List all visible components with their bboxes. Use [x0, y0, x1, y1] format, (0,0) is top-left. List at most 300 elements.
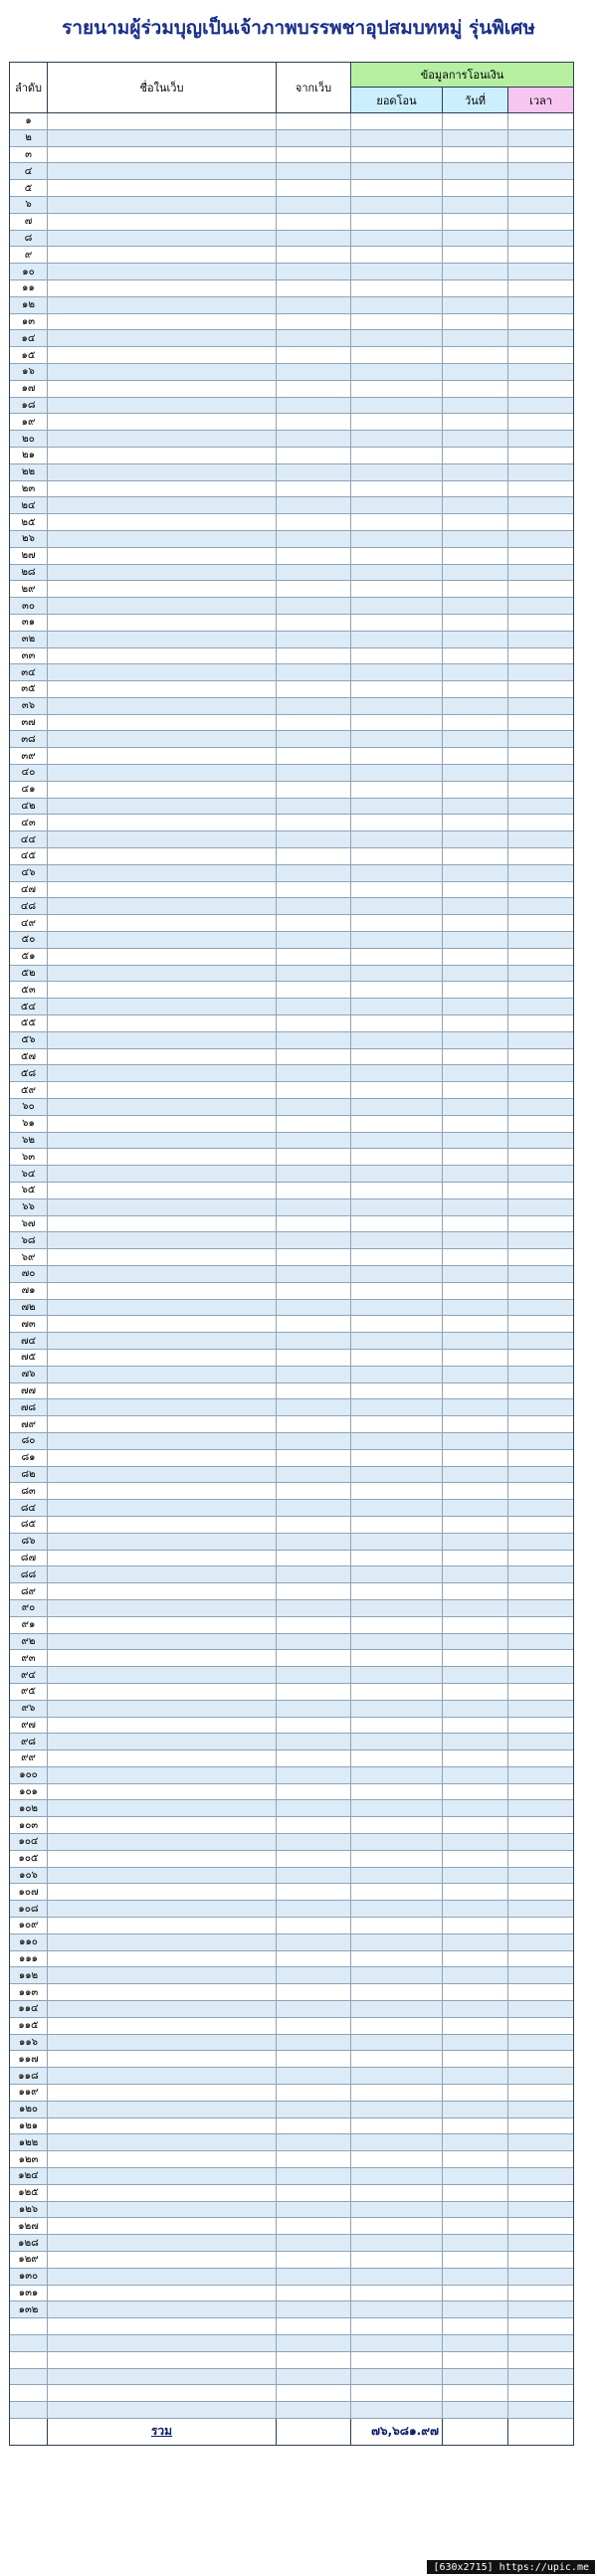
transfer-time	[508, 497, 573, 513]
table-row	[10, 999, 573, 1015]
transfer-amount	[351, 698, 443, 714]
transfer-amount	[351, 1149, 443, 1165]
transfer-time	[508, 1249, 573, 1265]
table-row	[10, 1015, 573, 1032]
row-number: ๖๙	[10, 1249, 48, 1265]
row-number: ๑๑๗	[10, 2051, 48, 2067]
table-row	[10, 481, 573, 498]
table-row	[10, 1634, 573, 1651]
table-row	[10, 1450, 573, 1467]
table-row	[10, 782, 573, 799]
source-site	[277, 497, 351, 513]
row-number: ๑๒๓	[10, 2151, 48, 2167]
row-number: ๗	[10, 214, 48, 230]
transfer-time	[508, 1517, 573, 1533]
table-row	[10, 2035, 573, 2052]
transfer-date	[443, 598, 508, 614]
transfer-amount	[351, 1583, 443, 1599]
transfer-amount	[351, 2385, 443, 2401]
transfer-amount	[351, 799, 443, 815]
row-number: ๑๕	[10, 347, 48, 363]
transfer-amount	[351, 1750, 443, 1766]
transfer-time	[508, 2151, 573, 2167]
source-site	[277, 2369, 351, 2385]
transfer-amount	[351, 2402, 443, 2418]
table-row	[10, 1817, 573, 1834]
transfer-date	[443, 1065, 508, 1081]
source-site	[277, 2385, 351, 2401]
transfer-amount	[351, 197, 443, 213]
transfer-time	[508, 180, 573, 196]
table-row	[10, 1500, 573, 1517]
row-number: ๒๗	[10, 548, 48, 564]
donor-name	[48, 1701, 277, 1717]
header-amount: ยอดโอน	[351, 88, 443, 112]
transfer-time	[508, 782, 573, 798]
donor-name	[48, 799, 277, 815]
donor-name	[48, 632, 277, 647]
source-site	[277, 1065, 351, 1081]
transfer-amount	[351, 1834, 443, 1850]
table-row	[10, 347, 573, 364]
donor-name	[48, 2235, 277, 2251]
transfer-amount	[351, 448, 443, 463]
transfer-amount	[351, 1718, 443, 1734]
transfer-date	[443, 1333, 508, 1349]
transfer-time	[508, 1817, 573, 1833]
table-row	[10, 815, 573, 831]
source-site	[277, 2286, 351, 2301]
source-site	[277, 1367, 351, 1382]
transfer-amount	[351, 381, 443, 397]
source-site	[277, 1032, 351, 1048]
row-number: ๑๓๒	[10, 2301, 48, 2317]
row-number: ๑๗	[10, 381, 48, 397]
row-number: ๙๑	[10, 1617, 48, 1633]
table-row	[10, 431, 573, 448]
row-number: ๒	[10, 130, 48, 146]
source-site	[277, 1767, 351, 1783]
source-site	[277, 1082, 351, 1098]
transfer-amount	[351, 2151, 443, 2167]
transfer-time	[508, 1316, 573, 1332]
source-site	[277, 531, 351, 547]
source-site	[277, 815, 351, 830]
table-row	[10, 2051, 573, 2068]
source-site	[277, 565, 351, 581]
transfer-date	[443, 497, 508, 513]
transfer-amount	[351, 1734, 443, 1749]
source-site	[277, 1266, 351, 1282]
source-site	[277, 1517, 351, 1533]
transfer-time	[508, 147, 573, 163]
table-row	[10, 1032, 573, 1049]
transfer-date	[443, 364, 508, 380]
source-site	[277, 681, 351, 697]
source-site	[277, 1232, 351, 1248]
source-site	[277, 1183, 351, 1198]
transfer-amount	[351, 398, 443, 414]
row-number: ๗๑	[10, 1283, 48, 1299]
transfer-amount	[351, 2068, 443, 2084]
transfer-time	[508, 548, 573, 564]
transfer-time	[508, 214, 573, 230]
source-site	[277, 1650, 351, 1666]
source-site	[277, 180, 351, 196]
source-site	[277, 2151, 351, 2167]
transfer-time	[508, 1901, 573, 1917]
donor-name	[48, 831, 277, 847]
source-site	[277, 1834, 351, 1850]
transfer-time	[508, 398, 573, 414]
donor-name	[48, 815, 277, 830]
transfer-date	[443, 2269, 508, 2285]
transfer-amount	[351, 1800, 443, 1816]
table-row	[10, 1316, 573, 1333]
source-site	[277, 2402, 351, 2418]
transfer-date	[443, 264, 508, 279]
donor-name	[48, 648, 277, 664]
donor-name	[48, 2168, 277, 2184]
row-number: ๕๕	[10, 1015, 48, 1031]
donor-name	[48, 381, 277, 397]
transfer-date	[443, 2252, 508, 2268]
row-number: ๔๔	[10, 831, 48, 847]
transfer-amount	[351, 2051, 443, 2067]
donor-name	[48, 2318, 277, 2334]
transfer-amount	[351, 431, 443, 447]
row-number: ๙๓	[10, 1650, 48, 1666]
transfer-date	[443, 1467, 508, 1483]
row-number	[10, 2369, 48, 2385]
source-site	[277, 1300, 351, 1316]
transfer-date	[443, 648, 508, 664]
source-site	[277, 2001, 351, 2017]
transfer-time	[508, 598, 573, 614]
header-payment-info: ข้อมูลการโอนเงิน	[351, 63, 573, 88]
donor-name	[48, 414, 277, 430]
row-number	[10, 2335, 48, 2351]
source-site	[277, 1149, 351, 1165]
transfer-amount	[351, 1283, 443, 1299]
transfer-amount	[351, 2185, 443, 2201]
row-number: ๑๒๖	[10, 2202, 48, 2218]
table-row	[10, 1383, 573, 1400]
transfer-amount	[351, 1767, 443, 1783]
row-number: ๗๙	[10, 1416, 48, 1432]
row-number: ๑๙	[10, 414, 48, 430]
transfer-time	[508, 565, 573, 581]
transfer-amount	[351, 1300, 443, 1316]
source-site	[277, 1116, 351, 1132]
transfer-amount	[351, 1784, 443, 1800]
table-row	[10, 2202, 573, 2219]
row-number: ๖	[10, 197, 48, 213]
table-row	[10, 2118, 573, 2135]
transfer-date	[443, 2286, 508, 2301]
table-row	[10, 2085, 573, 2102]
transfer-time	[508, 297, 573, 313]
transfer-date	[443, 615, 508, 631]
transfer-time	[508, 1099, 573, 1115]
table-row	[10, 932, 573, 949]
transfer-amount	[351, 1483, 443, 1499]
donor-name	[48, 2352, 277, 2368]
transfer-time	[508, 1383, 573, 1399]
transfer-amount	[351, 1183, 443, 1198]
table-row	[10, 1600, 573, 1617]
transfer-date	[443, 2369, 508, 2385]
donor-name	[48, 1951, 277, 1967]
transfer-amount	[351, 1701, 443, 1717]
row-number: ๒๔	[10, 497, 48, 513]
table-row	[10, 1734, 573, 1750]
transfer-date	[443, 848, 508, 864]
table-row	[10, 398, 573, 415]
table-row	[10, 2102, 573, 2118]
source-site	[277, 2018, 351, 2034]
transfer-date	[443, 1015, 508, 1031]
transfer-date	[443, 231, 508, 247]
table-row	[10, 1049, 573, 1066]
donor-name	[48, 314, 277, 330]
total-label: รวม	[48, 2419, 277, 2445]
transfer-time	[508, 1984, 573, 2000]
transfer-date	[443, 1099, 508, 1115]
transfer-amount	[351, 1416, 443, 1432]
transfer-amount	[351, 2202, 443, 2218]
row-number: ๑๑๕	[10, 2018, 48, 2034]
row-number: ๑๑๒	[10, 1967, 48, 1983]
row-number: ๑๑๔	[10, 2001, 48, 2017]
donor-name	[48, 330, 277, 346]
row-number: ๓๒	[10, 632, 48, 647]
table-row	[10, 632, 573, 648]
row-number: ๔๗	[10, 882, 48, 898]
transfer-amount	[351, 481, 443, 497]
row-number: ๙๘	[10, 1734, 48, 1749]
transfer-time	[508, 2051, 573, 2067]
table-row	[10, 1149, 573, 1166]
source-site	[277, 1350, 351, 1366]
row-number: ๑๒	[10, 297, 48, 313]
transfer-date	[443, 2185, 508, 2201]
source-site	[277, 330, 351, 346]
donor-name	[48, 1918, 277, 1933]
transfer-time	[508, 949, 573, 965]
transfer-date	[443, 1934, 508, 1950]
table-row	[10, 2352, 573, 2369]
transfer-date	[443, 1566, 508, 1582]
transfer-date	[443, 932, 508, 948]
row-number: ๔๓	[10, 815, 48, 830]
transfer-time	[508, 2118, 573, 2134]
transfer-time	[508, 1650, 573, 1666]
row-number: ๘๕	[10, 1517, 48, 1533]
transfer-amount	[351, 898, 443, 914]
header-name: ชื่อในเว็บ	[48, 63, 277, 112]
transfer-date	[443, 2001, 508, 2017]
donor-name	[48, 297, 277, 313]
source-site	[277, 280, 351, 296]
transfer-time	[508, 848, 573, 864]
table-row	[10, 1767, 573, 1784]
transfer-amount	[351, 1333, 443, 1349]
transfer-time	[508, 364, 573, 380]
row-number: ๑๐๕	[10, 1851, 48, 1867]
transfer-time	[508, 2385, 573, 2401]
row-number: ๖๔	[10, 1166, 48, 1182]
transfer-amount	[351, 2168, 443, 2184]
donor-name	[48, 1767, 277, 1783]
donor-name	[48, 1583, 277, 1599]
row-number: ๒๐	[10, 431, 48, 447]
source-site	[277, 982, 351, 998]
donor-name	[48, 898, 277, 914]
source-site	[277, 464, 351, 480]
source-site	[277, 231, 351, 247]
transfer-time	[508, 1834, 573, 1850]
transfer-time	[508, 882, 573, 898]
transfer-time	[508, 615, 573, 631]
source-site	[277, 2085, 351, 2101]
transfer-date	[443, 1784, 508, 1800]
donor-name	[48, 1383, 277, 1399]
row-number: ๕๖	[10, 1032, 48, 1048]
page-title: รายนามผู้ร่วมบุญเป็นเจ้าภาพบรรพชาอุปสมบทหมู่ รุ่นพิเศษ	[62, 16, 535, 39]
donor-name	[48, 1534, 277, 1550]
table-row	[10, 882, 573, 899]
transfer-amount	[351, 882, 443, 898]
donor-name	[48, 1450, 277, 1466]
transfer-amount	[351, 1667, 443, 1683]
donor-name	[48, 681, 277, 697]
transfer-amount	[351, 1467, 443, 1483]
donor-name	[48, 1734, 277, 1749]
table-row	[10, 1483, 573, 1500]
donor-name	[48, 364, 277, 380]
source-site	[277, 1433, 351, 1449]
table-row	[10, 898, 573, 915]
table-row	[10, 748, 573, 765]
row-number: ๑๐๖	[10, 1868, 48, 1884]
table-row	[10, 1199, 573, 1216]
row-number: ๑๓๑	[10, 2286, 48, 2301]
row-number: ๓๓	[10, 648, 48, 664]
donor-name	[48, 163, 277, 179]
donor-name	[48, 1133, 277, 1149]
donor-name	[48, 1149, 277, 1165]
row-number: ๘๒	[10, 1467, 48, 1483]
transfer-date	[443, 1283, 508, 1299]
source-site	[277, 1551, 351, 1566]
transfer-date	[443, 1216, 508, 1232]
transfer-amount	[351, 1316, 443, 1332]
source-site	[277, 247, 351, 263]
transfer-date	[443, 898, 508, 914]
source-site	[277, 1133, 351, 1149]
table-row	[10, 214, 573, 231]
header-time: เวลา	[508, 88, 573, 112]
transfer-time	[508, 113, 573, 129]
donor-name	[48, 949, 277, 965]
row-number: ๕๗	[10, 1049, 48, 1065]
row-number: ๗๕	[10, 1350, 48, 1366]
transfer-time	[508, 1450, 573, 1466]
row-number: ๕	[10, 180, 48, 196]
row-number: ๙๒	[10, 1634, 48, 1650]
transfer-date	[443, 1718, 508, 1734]
donor-name	[48, 1099, 277, 1115]
donor-name	[48, 748, 277, 764]
transfer-time	[508, 2218, 573, 2234]
transfer-date	[443, 664, 508, 680]
source-site	[277, 1099, 351, 1115]
table-row	[10, 2301, 573, 2318]
transfer-date	[443, 2085, 508, 2101]
row-number: ๗๓	[10, 1316, 48, 1332]
source-site	[277, 214, 351, 230]
row-number: ๔๖	[10, 865, 48, 881]
header-no: ลำดับ	[10, 63, 48, 112]
transfer-amount	[351, 681, 443, 697]
transfer-time	[508, 715, 573, 731]
transfer-time	[508, 1868, 573, 1884]
transfer-time	[508, 1684, 573, 1700]
transfer-date	[443, 982, 508, 998]
donor-name	[48, 2035, 277, 2051]
transfer-date	[443, 1918, 508, 1933]
transfer-date	[443, 1701, 508, 1717]
transfer-time	[508, 1133, 573, 1149]
row-number: ๗๐	[10, 1266, 48, 1282]
source-site	[277, 548, 351, 564]
transfer-time	[508, 1500, 573, 1516]
transfer-date	[443, 1367, 508, 1382]
row-number: ๙๙	[10, 1750, 48, 1766]
source-site	[277, 1015, 351, 1031]
transfer-date	[443, 2301, 508, 2317]
table-row	[10, 966, 573, 983]
row-number: ๑๒๔	[10, 2168, 48, 2184]
transfer-time	[508, 799, 573, 815]
transfer-date	[443, 381, 508, 397]
donor-name	[48, 398, 277, 414]
transfer-date	[443, 531, 508, 547]
transfer-amount	[351, 748, 443, 764]
transfer-amount	[351, 314, 443, 330]
table-row	[10, 865, 573, 882]
transfer-time	[508, 1149, 573, 1165]
transfer-date	[443, 180, 508, 196]
table-row	[10, 581, 573, 598]
row-number: ๑๑๑	[10, 1951, 48, 1967]
donor-name	[48, 2269, 277, 2285]
transfer-time	[508, 1467, 573, 1483]
row-number: ๒๕	[10, 514, 48, 530]
source-site	[277, 1566, 351, 1582]
source-site	[277, 398, 351, 414]
donor-name	[48, 180, 277, 196]
transfer-time	[508, 2402, 573, 2418]
transfer-date	[443, 2202, 508, 2218]
transfer-date	[443, 448, 508, 463]
transfer-amount	[351, 782, 443, 798]
row-number: ๖๖	[10, 1199, 48, 1215]
row-number: ๕๓	[10, 982, 48, 998]
donor-name	[48, 2402, 277, 2418]
transfer-time	[508, 1300, 573, 1316]
